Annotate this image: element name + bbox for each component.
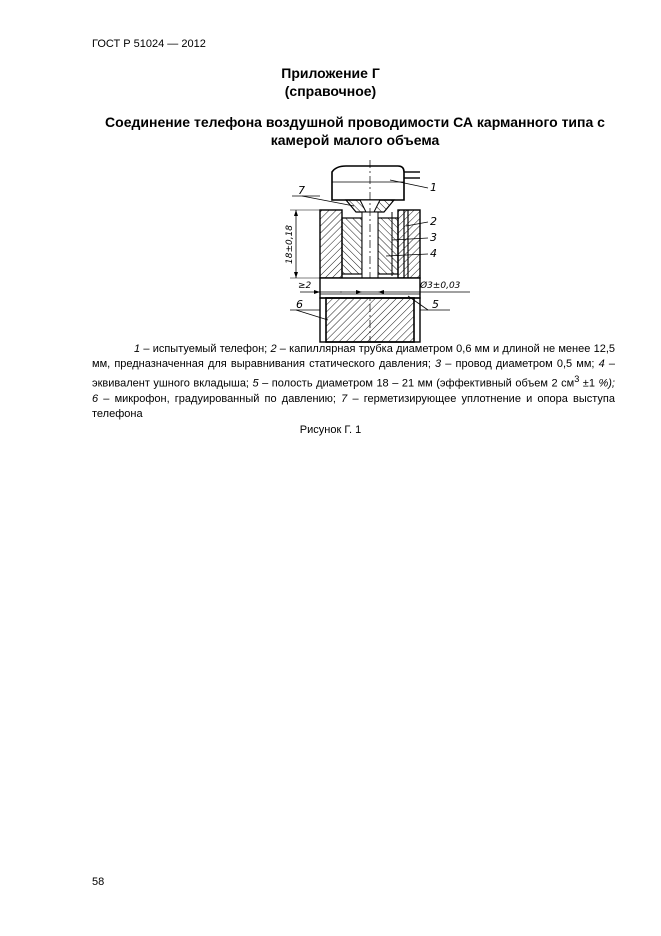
technical-drawing [280,160,480,345]
callout-2: 2 [430,215,437,228]
caption-text-1: – испытуемый телефон; [140,343,271,355]
caption-text-3: – провод диаметром 0,5 мм; [441,358,599,370]
caption-text-4: – эквивалент ушного вкладыша; [92,358,615,390]
caption-text-5b: ±1 [579,377,599,390]
page-number: 58 [92,876,105,888]
caption-text-6: – микрофон, градуированный по давлению; [98,392,342,405]
callout-7: 7 [298,184,305,197]
caption-num-1: 1 [134,343,141,355]
figure-caption [92,342,615,422]
height-dimension-label: 18±0,18 [285,224,295,264]
telephone-body [332,166,420,200]
caption-num-3: 3 [435,358,442,370]
caption-text-5c: %); [598,377,615,390]
cavity [320,278,420,298]
appendix-subtitle: (справочное) [284,83,377,99]
callout-6: 6 [296,298,303,311]
callout-5: 5 [432,298,439,311]
caption-text-7: – герметизирующее уплотнение и опора выступа телефона [92,392,615,420]
caption-text-2: – капиллярная трубка диаметром 0,6 мм и длиной не менее 12,5 мм, предназначенная для выравнивания статического давления; [92,343,616,370]
appendix-title: Приложение Г [281,65,380,81]
caption-num-4: 4 [598,358,605,370]
height-dimension [285,210,320,278]
microphone [320,298,420,342]
caption-num-7: 7 [341,392,348,405]
gap-dimension-label: ≥2 [298,281,312,291]
caption-num-5: 5 [252,377,259,390]
callout-1: 1 [430,181,437,194]
caption-text-5: – полость диаметром 18 – 21 мм (эффективный объем 2 см [258,377,575,390]
caption-num-2: 2 [270,343,277,355]
diameter-dimension-label: Ø3±0,03 [420,281,461,291]
standard-code: ГОСТ Р 51024 — 2012 [92,38,206,50]
caption-num-6: 6 [92,392,99,405]
caption-superscript: 3 [574,374,580,384]
appendix-heading [0,64,661,100]
callout-3: 3 [430,231,437,244]
callout-4: 4 [430,247,437,260]
document-title: Соединение телефона воздушной проводимости СА карманного типа с камерой малого объема [105,114,605,148]
figure-label: Рисунок Г. 1 [299,424,362,436]
